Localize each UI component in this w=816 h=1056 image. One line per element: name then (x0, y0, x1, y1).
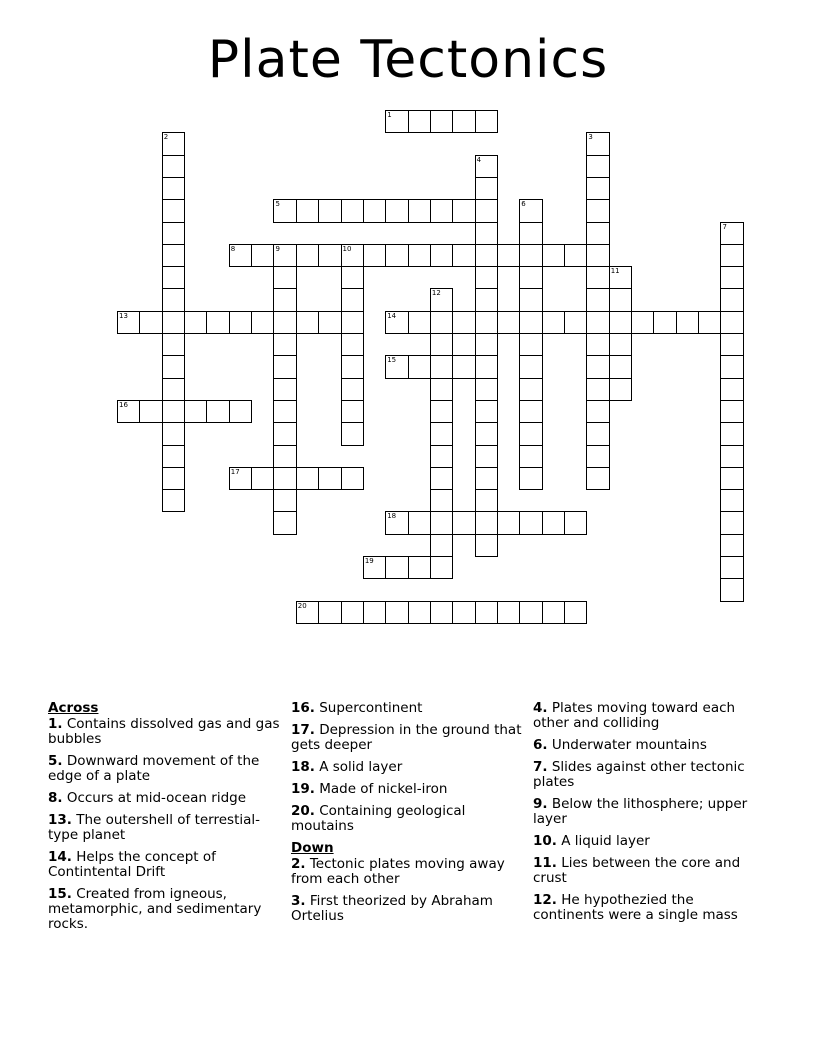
grid-cell[interactable] (720, 467, 743, 490)
grid-cell[interactable] (475, 489, 498, 512)
grid-cell[interactable] (363, 244, 386, 267)
grid-cell[interactable] (475, 266, 498, 289)
grid-cell[interactable] (162, 489, 185, 512)
grid-cell[interactable] (452, 601, 475, 624)
grid-cell[interactable] (341, 244, 364, 267)
clue-text: A solid layer (314, 759, 403, 775)
grid-cell[interactable] (430, 422, 453, 445)
grid-cell[interactable] (653, 311, 676, 334)
grid-cell[interactable] (318, 311, 341, 334)
grid-cell[interactable] (408, 556, 431, 579)
grid-cell[interactable] (475, 199, 498, 222)
grid-cell[interactable] (430, 378, 453, 401)
grid-cell[interactable] (720, 311, 743, 334)
grid-cell[interactable] (341, 311, 364, 334)
grid-cell[interactable] (475, 422, 498, 445)
grid-cell[interactable] (720, 288, 743, 311)
across-header: Across (48, 700, 99, 716)
clue-item (48, 717, 283, 747)
grid-cell[interactable] (273, 266, 296, 289)
grid-cell[interactable] (184, 311, 207, 334)
clue-text: Helps the concept of Contintental Drift (48, 849, 216, 880)
clue-item (48, 791, 283, 806)
grid-cell[interactable] (162, 266, 185, 289)
clue-number: 17 (230, 467, 240, 476)
grid-cell[interactable] (363, 601, 386, 624)
grid-cell[interactable] (273, 244, 296, 267)
grid-cell[interactable] (296, 601, 319, 624)
clue-number-label: 2. (291, 856, 306, 872)
grid-cell[interactable] (475, 445, 498, 468)
grid-cell[interactable] (519, 422, 542, 445)
clue-text: Below the lithosphere; upper layer (533, 796, 748, 827)
clue-text: Lies between the core and crust (533, 855, 741, 886)
grid-cell[interactable] (385, 110, 408, 133)
clue-number-label: 7. (533, 759, 548, 775)
grid-cell[interactable] (408, 244, 431, 267)
clue-number-label: 10. (533, 833, 557, 849)
grid-cell[interactable] (519, 288, 542, 311)
grid-cell[interactable] (184, 400, 207, 423)
grid-cell[interactable] (318, 467, 341, 490)
grid-cell[interactable] (162, 422, 185, 445)
grid-cell[interactable] (296, 311, 319, 334)
clue-number: 18 (387, 512, 397, 521)
grid-cell[interactable] (564, 601, 587, 624)
grid-cell[interactable] (273, 445, 296, 468)
grid-cell[interactable] (475, 110, 498, 133)
grid-cell[interactable] (341, 266, 364, 289)
grid-cell[interactable] (586, 288, 609, 311)
grid-cell[interactable] (385, 511, 408, 534)
grid-cell[interactable] (631, 311, 654, 334)
grid-cell[interactable] (609, 311, 632, 334)
clue-number: 20 (297, 601, 307, 610)
grid-cell[interactable] (475, 355, 498, 378)
grid-cell[interactable] (720, 534, 743, 557)
grid-cell[interactable] (519, 266, 542, 289)
grid-cell[interactable] (430, 511, 453, 534)
clue-number: 2 (163, 133, 169, 142)
grid-cell[interactable] (341, 333, 364, 356)
grid-cell[interactable] (475, 601, 498, 624)
grid-cell[interactable] (564, 311, 587, 334)
grid-cell[interactable] (609, 333, 632, 356)
grid-cell[interactable] (475, 467, 498, 490)
grid-cell[interactable] (318, 244, 341, 267)
clue-number-label: 6. (533, 737, 548, 753)
grid-cell[interactable] (430, 288, 453, 311)
clue-item (291, 760, 526, 775)
grid-cell[interactable] (609, 266, 632, 289)
grid-cell[interactable] (385, 244, 408, 267)
grid-cell[interactable] (385, 556, 408, 579)
grid-cell[interactable] (519, 445, 542, 468)
clue-item (533, 856, 768, 886)
grid-cell[interactable] (162, 467, 185, 490)
clue-item (48, 887, 283, 932)
grid-cell[interactable] (430, 400, 453, 423)
clue-number: 10 (342, 244, 352, 253)
grid-cell[interactable] (720, 511, 743, 534)
grid-cell[interactable] (162, 222, 185, 245)
clue-number-label: 8. (48, 790, 63, 806)
grid-cell[interactable] (475, 311, 498, 334)
grid-cell[interactable] (117, 311, 140, 334)
grid-cell[interactable] (408, 511, 431, 534)
grid-cell[interactable] (430, 489, 453, 512)
grid-cell[interactable] (586, 199, 609, 222)
grid-cell[interactable] (519, 400, 542, 423)
clue-item (291, 701, 526, 716)
grid-cell[interactable] (430, 110, 453, 133)
clue-number: 8 (230, 244, 236, 253)
clue-number: 13 (119, 311, 128, 320)
grid-cell[interactable] (519, 311, 542, 334)
grid-cell[interactable] (408, 199, 431, 222)
grid-cell[interactable] (162, 311, 185, 334)
clue-text: Plates moving toward each other and colliding (533, 700, 736, 731)
grid-cell[interactable] (430, 199, 453, 222)
clue-item (533, 701, 768, 731)
clue-number-label: 17. (291, 722, 315, 738)
grid-cell[interactable] (385, 311, 408, 334)
grid-cell[interactable] (341, 199, 364, 222)
grid-cell[interactable] (519, 199, 542, 222)
grid-cell[interactable] (586, 400, 609, 423)
grid-cell[interactable] (296, 467, 319, 490)
grid-cell[interactable] (542, 244, 565, 267)
grid-cell[interactable] (273, 288, 296, 311)
grid-cell[interactable] (564, 511, 587, 534)
clue-number-label: 15. (48, 886, 72, 902)
grid-cell[interactable] (408, 355, 431, 378)
clue-text: Contains dissolved gas and gas bubbles (48, 716, 280, 747)
clue-item (533, 797, 768, 827)
clue-number-label: 11. (533, 855, 557, 871)
grid-cell[interactable] (542, 601, 565, 624)
grid-cell[interactable] (720, 333, 743, 356)
grid-cell[interactable] (341, 355, 364, 378)
grid-cell[interactable] (162, 288, 185, 311)
grid-cell[interactable] (318, 601, 341, 624)
clue-number: 6 (521, 200, 526, 209)
grid-cell[interactable] (452, 110, 475, 133)
clue-number: 19 (364, 557, 374, 565)
grid-cell[interactable] (162, 355, 185, 378)
grid-cell[interactable] (475, 400, 498, 423)
grid-cell[interactable] (162, 400, 185, 423)
grid-cell[interactable] (519, 378, 542, 401)
grid-cell[interactable] (519, 511, 542, 534)
grid-cell[interactable] (586, 378, 609, 401)
grid-cell[interactable] (341, 601, 364, 624)
grid-cell[interactable] (676, 311, 699, 334)
clue-number-label: 18. (291, 759, 315, 775)
clue-number: 16 (119, 400, 128, 409)
clue-number: 9 (275, 244, 280, 253)
grid-cell[interactable] (586, 132, 609, 155)
clue-number-label: 4. (533, 700, 548, 716)
grid-cell[interactable] (229, 244, 252, 267)
grid-cell[interactable] (430, 601, 453, 624)
clue-number: 3 (588, 133, 593, 142)
clue-text: Containing geological moutains (291, 803, 466, 834)
grid-cell[interactable] (363, 556, 386, 579)
clue-number-label: 14. (48, 849, 72, 865)
grid-cell[interactable] (273, 489, 296, 512)
clue-text: He hypothezied the continents were a single mass (533, 892, 738, 923)
grid-cell[interactable] (698, 311, 721, 334)
grid-cell[interactable] (273, 199, 296, 222)
clue-item (533, 893, 768, 923)
grid-cell[interactable] (162, 155, 185, 178)
clue-number-label: 12. (533, 892, 557, 908)
grid-cell[interactable] (430, 534, 453, 557)
grid-cell[interactable] (273, 422, 296, 445)
grid-cell[interactable] (206, 400, 229, 423)
clue-number: 12 (431, 289, 441, 298)
grid-cell[interactable] (497, 601, 520, 624)
grid-cell[interactable] (720, 445, 743, 468)
grid-cell[interactable] (430, 244, 453, 267)
grid-cell[interactable] (162, 244, 185, 267)
clue-number: 14 (387, 311, 397, 320)
grid-cell[interactable] (273, 311, 296, 334)
grid-cell[interactable] (720, 378, 743, 401)
grid-cell[interactable] (206, 311, 229, 334)
grid-cell[interactable] (273, 333, 296, 356)
grid-cell[interactable] (586, 467, 609, 490)
grid-cell[interactable] (385, 601, 408, 624)
grid-cell[interactable] (452, 311, 475, 334)
grid-cell[interactable] (609, 355, 632, 378)
clues-column-1 (48, 701, 283, 939)
clue-text: First theorized by Abraham Ortelius (291, 893, 493, 924)
clue-text: A liquid layer (556, 833, 650, 849)
grid-cell[interactable] (408, 110, 431, 133)
grid-cell[interactable] (318, 199, 341, 222)
grid-cell[interactable] (162, 333, 185, 356)
grid-cell[interactable] (296, 244, 319, 267)
grid-cell[interactable] (586, 355, 609, 378)
grid-cell[interactable] (519, 601, 542, 624)
grid-cell[interactable] (475, 155, 498, 178)
grid-cell[interactable] (162, 445, 185, 468)
grid-cell[interactable] (273, 355, 296, 378)
grid-cell[interactable] (720, 556, 743, 579)
grid-cell[interactable] (408, 311, 431, 334)
grid-cell[interactable] (139, 311, 162, 334)
grid-cell[interactable] (430, 467, 453, 490)
grid-cell[interactable] (475, 177, 498, 200)
grid-cell[interactable] (385, 199, 408, 222)
grid-cell[interactable] (296, 199, 319, 222)
grid-cell[interactable] (586, 244, 609, 267)
clue-number-label: 1. (48, 716, 63, 732)
clue-item (48, 813, 283, 843)
clue-item (291, 782, 526, 797)
grid-cell[interactable] (586, 445, 609, 468)
clue-number: 15 (387, 356, 397, 365)
grid-cell[interactable] (162, 177, 185, 200)
clue-text: Created from igneous, metamorphic, and sedimentary rocks. (48, 886, 262, 932)
grid-cell[interactable] (586, 422, 609, 445)
grid-cell[interactable] (542, 511, 565, 534)
grid-cell[interactable] (519, 244, 542, 267)
clue-number: 5 (275, 200, 280, 209)
grid-cell[interactable] (720, 489, 743, 512)
clue-number: 4 (476, 155, 482, 164)
grid-cell[interactable] (385, 355, 408, 378)
clue-item (291, 723, 526, 753)
grid-cell[interactable] (251, 467, 274, 490)
clue-text: Made of nickel-iron (314, 781, 448, 797)
grid-cell[interactable] (586, 155, 609, 178)
clues-column-2 (291, 701, 526, 931)
clue-item (533, 738, 768, 753)
grid-cell[interactable] (475, 511, 498, 534)
grid-cell[interactable] (408, 601, 431, 624)
clue-item (533, 760, 768, 790)
clue-number-label: 9. (533, 796, 548, 812)
grid-cell[interactable] (162, 132, 185, 155)
grid-cell[interactable] (273, 511, 296, 534)
clue-text: Underwater mountains (547, 737, 707, 753)
grid-cell[interactable] (452, 244, 475, 267)
clue-number: 11 (610, 267, 620, 276)
grid-cell[interactable] (720, 244, 743, 267)
grid-cell[interactable] (452, 199, 475, 222)
grid-cell[interactable] (519, 333, 542, 356)
clue-text: Supercontinent (314, 700, 423, 716)
down-header: Down (291, 840, 334, 856)
clue-number: 1 (387, 111, 392, 119)
grid-cell[interactable] (497, 244, 520, 267)
clue-number-label: 20. (291, 803, 315, 819)
grid-cell[interactable] (430, 445, 453, 468)
grid-cell[interactable] (430, 556, 453, 579)
grid-cell[interactable] (475, 288, 498, 311)
grid-cell[interactable] (519, 222, 542, 245)
grid-cell[interactable] (720, 222, 743, 245)
grid-cell[interactable] (519, 467, 542, 490)
grid-cell[interactable] (452, 511, 475, 534)
grid-cell[interactable] (251, 244, 274, 267)
clue-item (291, 857, 526, 887)
grid-cell[interactable] (341, 288, 364, 311)
grid-cell[interactable] (273, 400, 296, 423)
grid-cell[interactable] (586, 177, 609, 200)
grid-cell[interactable] (341, 422, 364, 445)
clues-column-3 (533, 701, 768, 930)
clue-text: Downward movement of the edge of a plate (48, 753, 260, 784)
grid-cell[interactable] (229, 467, 252, 490)
grid-cell[interactable] (273, 378, 296, 401)
grid-cell[interactable] (720, 578, 743, 601)
clue-item (291, 894, 526, 924)
grid-cell[interactable] (162, 199, 185, 222)
grid-cell[interactable] (609, 378, 632, 401)
grid-cell[interactable] (564, 244, 587, 267)
page-title: Plate Tectonics (207, 30, 609, 90)
clue-text: Slides against other tectonic plates (533, 759, 745, 790)
grid-cell[interactable] (586, 311, 609, 334)
grid-cell[interactable] (586, 222, 609, 245)
grid-cell[interactable] (720, 422, 743, 445)
grid-cell[interactable] (341, 467, 364, 490)
clue-item (48, 754, 283, 784)
clue-item (48, 850, 283, 880)
grid-cell[interactable] (452, 355, 475, 378)
grid-cell[interactable] (475, 378, 498, 401)
clue-text: Depression in the ground that gets deeper (291, 722, 522, 753)
clue-number-label: 5. (48, 753, 63, 769)
grid-cell[interactable] (341, 400, 364, 423)
grid-cell[interactable] (229, 400, 252, 423)
clue-number: 7 (722, 222, 727, 231)
grid-cell[interactable] (475, 244, 498, 267)
clue-number-label: 16. (291, 700, 315, 716)
grid-cell[interactable] (475, 333, 498, 356)
grid-cell[interactable] (586, 333, 609, 356)
grid-cell[interactable] (430, 355, 453, 378)
grid-cell[interactable] (363, 199, 386, 222)
clue-text: Tectonic plates moving away from each other (291, 856, 505, 887)
grid-cell[interactable] (475, 534, 498, 557)
clue-item (291, 804, 526, 834)
grid-cell[interactable] (430, 333, 453, 356)
grid-cell[interactable] (497, 511, 520, 534)
grid-cell[interactable] (430, 311, 453, 334)
grid-cell[interactable] (542, 311, 565, 334)
grid-cell[interactable] (720, 266, 743, 289)
grid-cell[interactable] (139, 400, 162, 423)
grid-cell[interactable] (586, 266, 609, 289)
grid-cell[interactable] (273, 467, 296, 490)
clue-number-label: 13. (48, 812, 72, 828)
grid-cell[interactable] (229, 311, 252, 334)
clue-text: Occurs at mid-ocean ridge (62, 790, 247, 806)
grid-cell[interactable] (341, 378, 364, 401)
grid-cell[interactable] (475, 222, 498, 245)
grid-cell[interactable] (251, 311, 274, 334)
grid-cell[interactable] (720, 355, 743, 378)
grid-cell[interactable] (162, 378, 185, 401)
grid-cell[interactable] (720, 400, 743, 423)
clue-item (533, 834, 768, 849)
grid-cell[interactable] (117, 400, 140, 423)
grid-cell[interactable] (519, 355, 542, 378)
clue-number-label: 3. (291, 893, 306, 909)
clue-text: The outershell of terrestial-type planet (48, 812, 261, 843)
clue-number-label: 19. (291, 781, 315, 797)
grid-cell[interactable] (497, 311, 520, 334)
grid-cell[interactable] (609, 288, 632, 311)
